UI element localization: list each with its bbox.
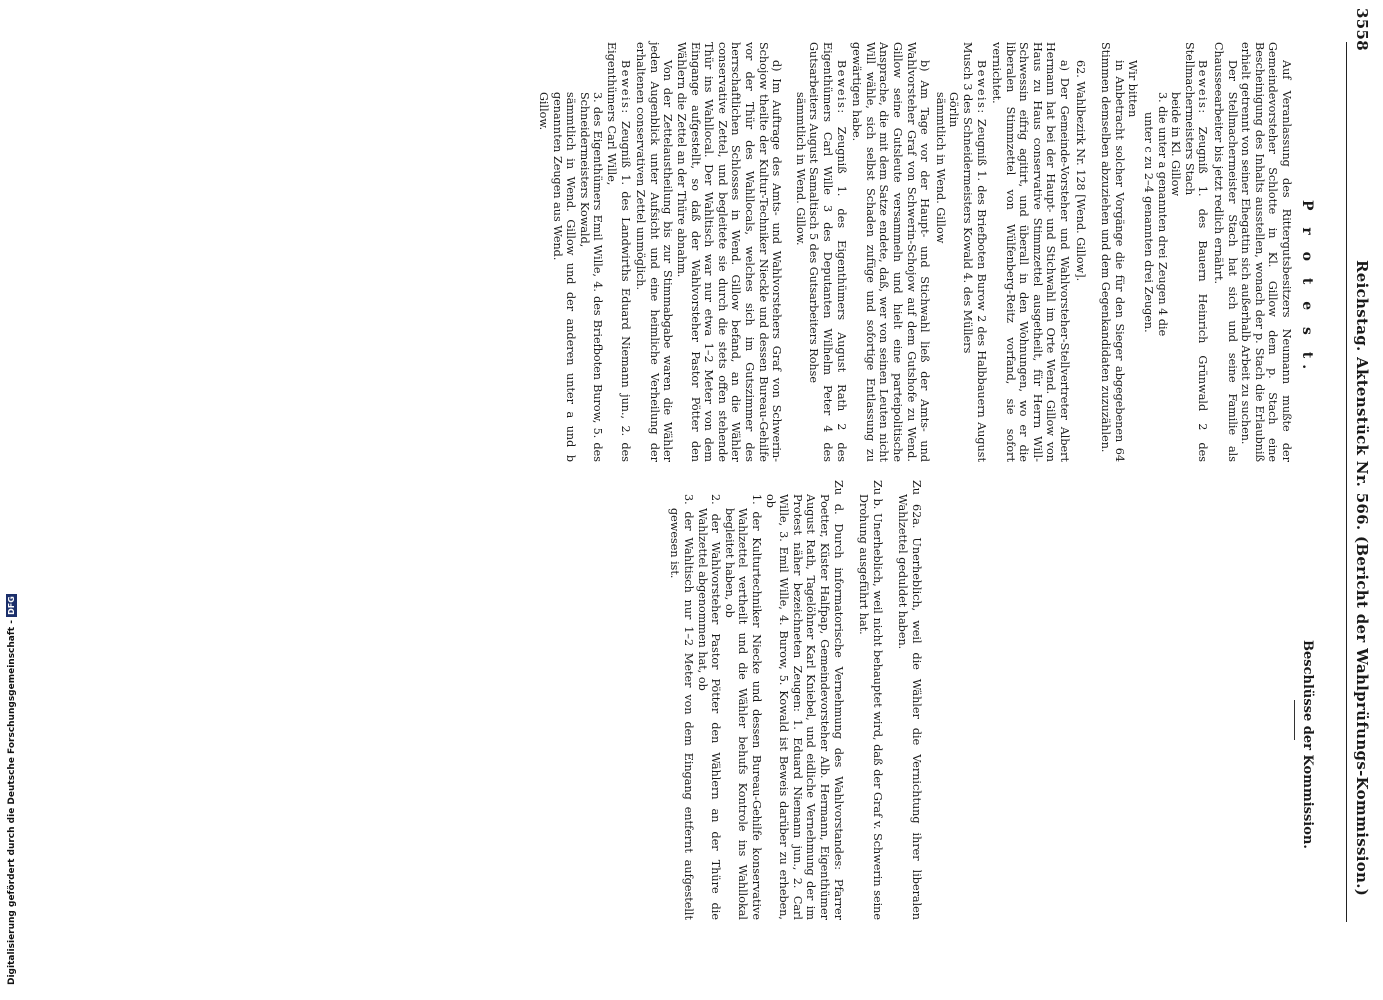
page-number: 3558 [1353,8,1371,51]
decision-item: Zu d. Durch informatorische Vernehmung des Wahlvorstandes: Pfarrer Poetter, Küster Halfpap, Gemeindevorsteher Alb. Hermann, Eigenthümer August Rath, Tagelöhner Karl Kniebel, und eidliche Vernehmung der im Protest näher bezeichneten Zeugen: 1. Eduard Niemann jun., 2. Carl Wille, 3. Emil Wille, 4. Burow, 5. Kowald ist Beweis darüber zu erheben, ob [763,480,845,920]
paragraph: Von der Zettelaustheilung bis zur Stimmabgabe waren die Wähler jeden Augenblick unter Aufsicht und eine heimliche Verheilung der erhaltenen conservativen Zettel unmöglich. [634,42,675,462]
protest-heading: P r o t e s t. [1299,200,1315,376]
decision-subitem: 1. der Kulturtechniker Niecke und dessen Bureau-Gehilfe konservative Wahlzettel vertheilt und die Wähler behufs Kontrole ins Wahllokal begleitet haben, ob [722,494,764,920]
evidence-line: unter c zu 2–4 genannten drei Zeugen. [1142,112,1156,333]
evidence-block [960,42,987,462]
decision-item: Zu 62a. Unerheblich, weil die Wähler die Vernichtung ihrer liberalen Wahlzettel geduldet haben. [896,480,923,920]
evidence-text: Zeugniß 1. des Briefboten Burow 2 des Halbbauern August Musch 3 des Schneidermeisters Kowald 4. des Müllers [960,42,988,462]
decision-subitem: 3. der Wahltisch nur 1–2 Meter von dem Eingang entfernt aufgestellt gewesen ist. [668,494,696,920]
evidence-label: Beweis: [834,60,848,115]
protest-column [537,42,1293,462]
evidence-line: 3. die unter a genannten drei Zeugen 4 die [1155,92,1169,337]
evidence-block [605,42,632,462]
decision-item: Zu b. Unerheblich, weil nicht behauptet wird, daß der Graf v. Schwerin seine Drohung ausgeführt hat. [857,480,884,920]
paragraph: b) Am Tage vor der Haupt- und Stichwahl ließ der Amts- und Wahlvorsteher Graf von Schwerin-Schojow auf dem Gutshofe zu Wend. Gillow seine Gutsleute versammeln und hielt eine parteipolitische Ansprache, die mit dem Satze endete, daß, wer von seinen Leuten nicht Will wähle, sich selbst Schaden zufüge und sofortige Entlassung zu gewärtigen habe. [850,42,932,462]
paragraph: Auf Veranlassung des Rittergutsbesitzers Neumann mußte der Gemeindevorsteher Schlotte in Kl. Gillow dem p. Stach eine Bescheinigung des Inhalts ausstellen, wonach der p. Stach die Erlaubniß erhielt getrennt von seiner Ehegattin sich außerhalb Arbeit zu suchen. [1239,42,1293,462]
evidence-label: Beweis: [618,60,632,115]
evidence-label: Beweis: [1196,60,1210,115]
commission-column [668,480,923,920]
commission-heading-rule [1294,700,1295,740]
paragraph: a) Der Gemeinde-Vorsteher und Wahlvorsteher-Stellvertreter Albert Hermann hat bei der Haupt- und Stichwahl im Orte Wend. Gillow von Haus zu Haus conservative Stimmzettel ausgetheilt, für Herrn Will-Schwessin eifrig agitirt, und überall in den Wohnungen, wo er die liberalen Stimmzettel von Wülfenberg-Reitz vorfand, sie sofort vernichtet. [990,42,1072,462]
dfg-logo: DFG [7,596,16,615]
evidence-text: Zeugniß 1. des Bauern Heinrich Grünwald 2 des Stellmachermeisters Stach [1182,42,1210,462]
paragraph: Der Stellmachermeister Stach hat sich und seine Familie als Chausseearbeiter bis jetzt redlich ernährt. [1212,42,1239,462]
paragraph: in Anbetracht solcher Vorgänge die für den Sieger abgegebenen 64 Stimmen demselben abzuziehen und dem Gegenkandidaten zuzuzählen. [1099,42,1126,462]
paragraph: d) Im Auftrage des Amts- und Wahlvorstehers Graf von Schwerin-Schojow theilte der Kultur-Techniker Nieckle und dessen Bureau-Gehilfe vor der Thür des Wahllocals, welches sich im Gutszimmer des herrschaftlichen Schlosses in Wend. Gillow befand, an die Wähler conservative Zettel, und begleitete sie durch die stets offen stehende Thür ins Wahllocal. Der Wahltisch war nur etwa 1–2 Meter von dem Eingange aufgestellt, so daß der Wahlvorsteher Pastor Pötter den Wählern die Zettel an der Thüre abnahm. [675,42,784,462]
paragraph: Wir bitten [1126,60,1140,118]
digitization-credit [6,594,17,985]
section-title: 62. Wahlbezirk Nr. 128 [Wend. Gillow]. [1073,60,1087,282]
commission-heading: Beschlüsse der Kommission. [1300,640,1315,849]
evidence-line: sämmtlich in Wend. Gillow und der anderen unter a und b genannten Zeugen aus Wend. [550,92,578,462]
evidence-label: Beweis: [974,60,988,115]
evidence-line: 3. des Eigenthümers Emil Wille, 4. des Briefboten Burow, 5. des Schneidermeisters Kowald, [577,92,605,462]
digitization-credit-text: Digitalisierung gefördert durch die Deutsche Forschungsgemeinschaft - [7,620,17,985]
evidence-line: Görlin [947,92,961,128]
evidence-block [1182,42,1209,462]
evidence-line: sämmtlich in Wend. Gillow. [793,92,807,246]
evidence-line: Gillow. [537,92,551,131]
evidence-text: Zeugniß 1. des Landwirths Eduard Niemann jun., 2. des Eigenthümers Carl Wille, [605,42,632,462]
evidence-line: sämmtlich in Wend. Gillow [933,92,947,244]
evidence-line: beide in Kl. Gillow [1169,92,1183,197]
header-rule [1346,42,1347,922]
evidence-block [807,42,848,462]
evidence-text: Zeugniß 1. des Eigenthümers August Rath 2 des Eigenthümers Carl Wille 3 des Deputanten Wilhelm Peter 4 des Gutsarbeiters August Samaltisch 5 des Gutsarbeiters Rohse [807,42,848,462]
running-head: Reichstag. Aktenstück Nr. 566. (Bericht der Wahlprüfungs-Kommission.) [1353,260,1371,897]
decision-subitem: 2. der Wahlvorsteher Pastor Pötter den Wählern an der Thüre die Wahlzettel abgenommen hat, ob [695,494,723,920]
